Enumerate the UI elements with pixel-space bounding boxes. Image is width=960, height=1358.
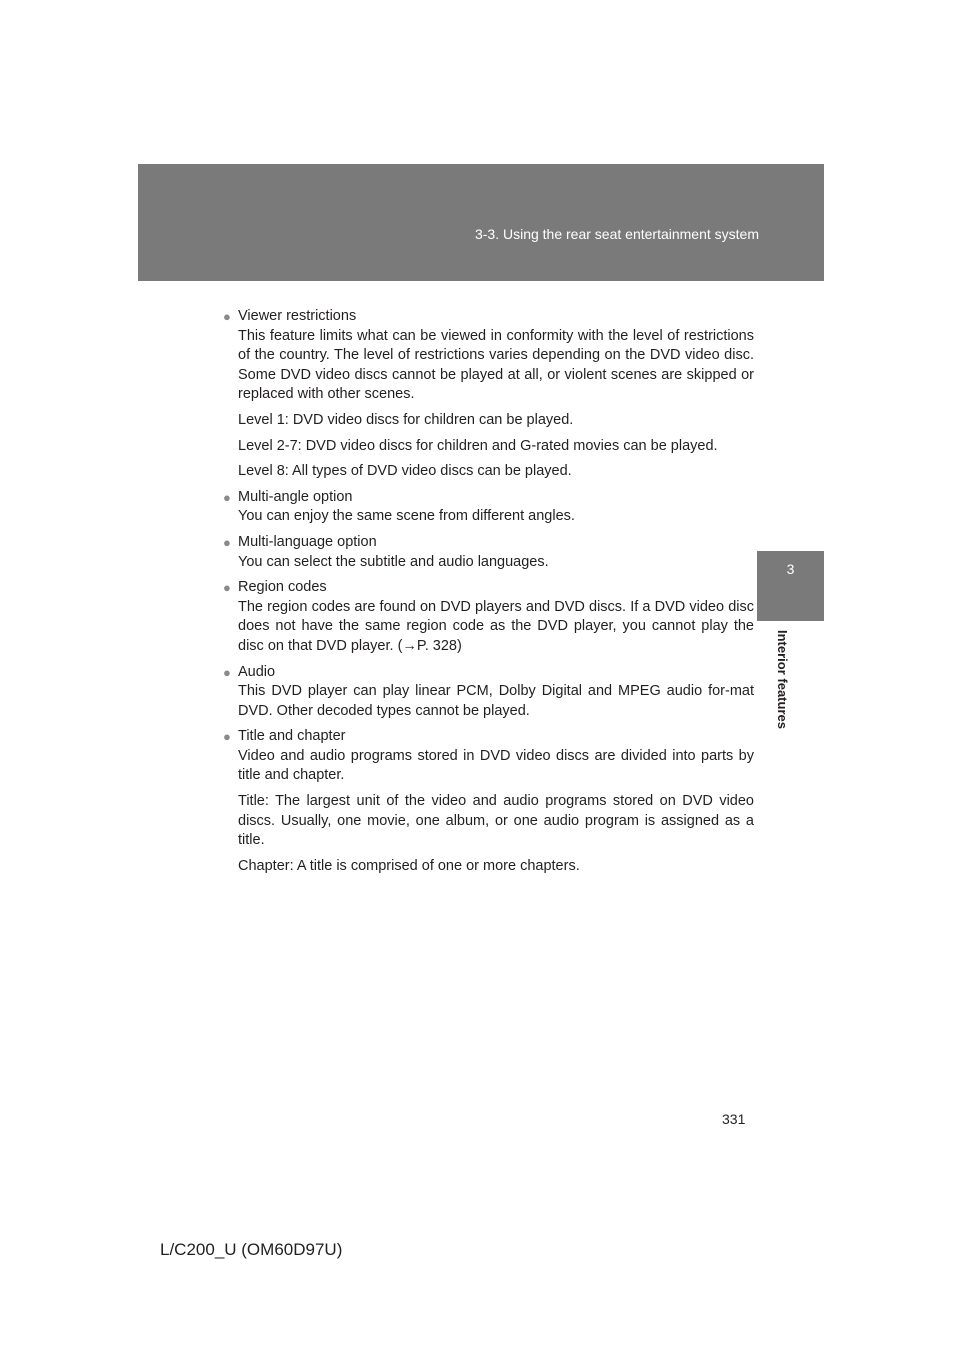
bullet-icon: ● xyxy=(223,489,231,505)
item-title: Viewer restrictions xyxy=(238,308,357,324)
main-content xyxy=(223,307,754,882)
chapter-label: Interior features xyxy=(775,630,790,729)
header-band xyxy=(138,164,824,281)
bullet-icon: ● xyxy=(223,309,231,324)
item-paragraph: Video and audio programs stored in DVD video discs are divided into parts by title and chapter. xyxy=(238,747,754,784)
item-title: Region codes xyxy=(238,579,327,596)
document-code: L/C200_U (OM60D97U) xyxy=(160,1240,343,1259)
chapter-tab xyxy=(757,551,824,621)
item-title: Multi-angle option xyxy=(238,488,353,505)
item-paragraph: You can enjoy the same scene from different angles. xyxy=(238,508,575,525)
item-paragraph: Chapter: A title is comprised of one or more chapters. xyxy=(238,857,580,874)
list-item-title-and-chapter xyxy=(223,727,754,876)
item-paragraph: Title: The largest unit of the video and audio programs stored on DVD video discs. Usually, one movie, one album, or one audio program is assigned as a title. xyxy=(238,793,754,849)
item-paragraph: This DVD player can play linear PCM, Dolby Digital and MPEG audio for-mat DVD. Other decoded types cannot be played. xyxy=(238,683,754,719)
bullet-icon: ● xyxy=(223,580,231,596)
item-paragraph: The region codes are found on DVD players and DVD discs. If a DVD video disc does not have the same region code as the DVD player, you cannot play the disc on that DVD player. (→P. 328) xyxy=(238,598,754,654)
section-title: 3-3. Using the rear seat entertainment system xyxy=(474,226,759,242)
item-paragraph: You can select the subtitle and audio languages. xyxy=(238,553,549,570)
list-item-audio xyxy=(223,663,754,722)
bullet-icon: ● xyxy=(223,664,231,680)
chapter-number: 3 xyxy=(786,561,795,577)
bullet-icon: ● xyxy=(223,534,231,550)
bullet-icon: ● xyxy=(223,729,231,745)
list-item-multi-angle xyxy=(223,488,754,527)
item-title: Title and chapter xyxy=(238,728,346,745)
list-item-multi-language xyxy=(223,533,754,572)
item-paragraph: Level 8: All types of DVD video discs can be played. xyxy=(238,463,572,480)
item-paragraph: This feature limits what can be viewed in conformity with the level of restrictions of the country. The level of restrictions varies depending on the DVD video disc. Some DVD video discs cannot be played at all, or violent scenes are skipped or replaced with other scenes. xyxy=(238,327,754,403)
list-item-region-codes xyxy=(223,578,754,656)
item-paragraph: Level 2-7: DVD video discs for children and G-rated movies can be played. xyxy=(238,437,718,454)
page-number: 331 xyxy=(722,1111,746,1127)
item-title: Multi-language option xyxy=(238,533,377,550)
item-paragraph: Level 1: DVD video discs for children can be played. xyxy=(238,411,574,428)
list-item-viewer-restrictions xyxy=(223,307,754,482)
item-title: Audio xyxy=(238,663,276,680)
